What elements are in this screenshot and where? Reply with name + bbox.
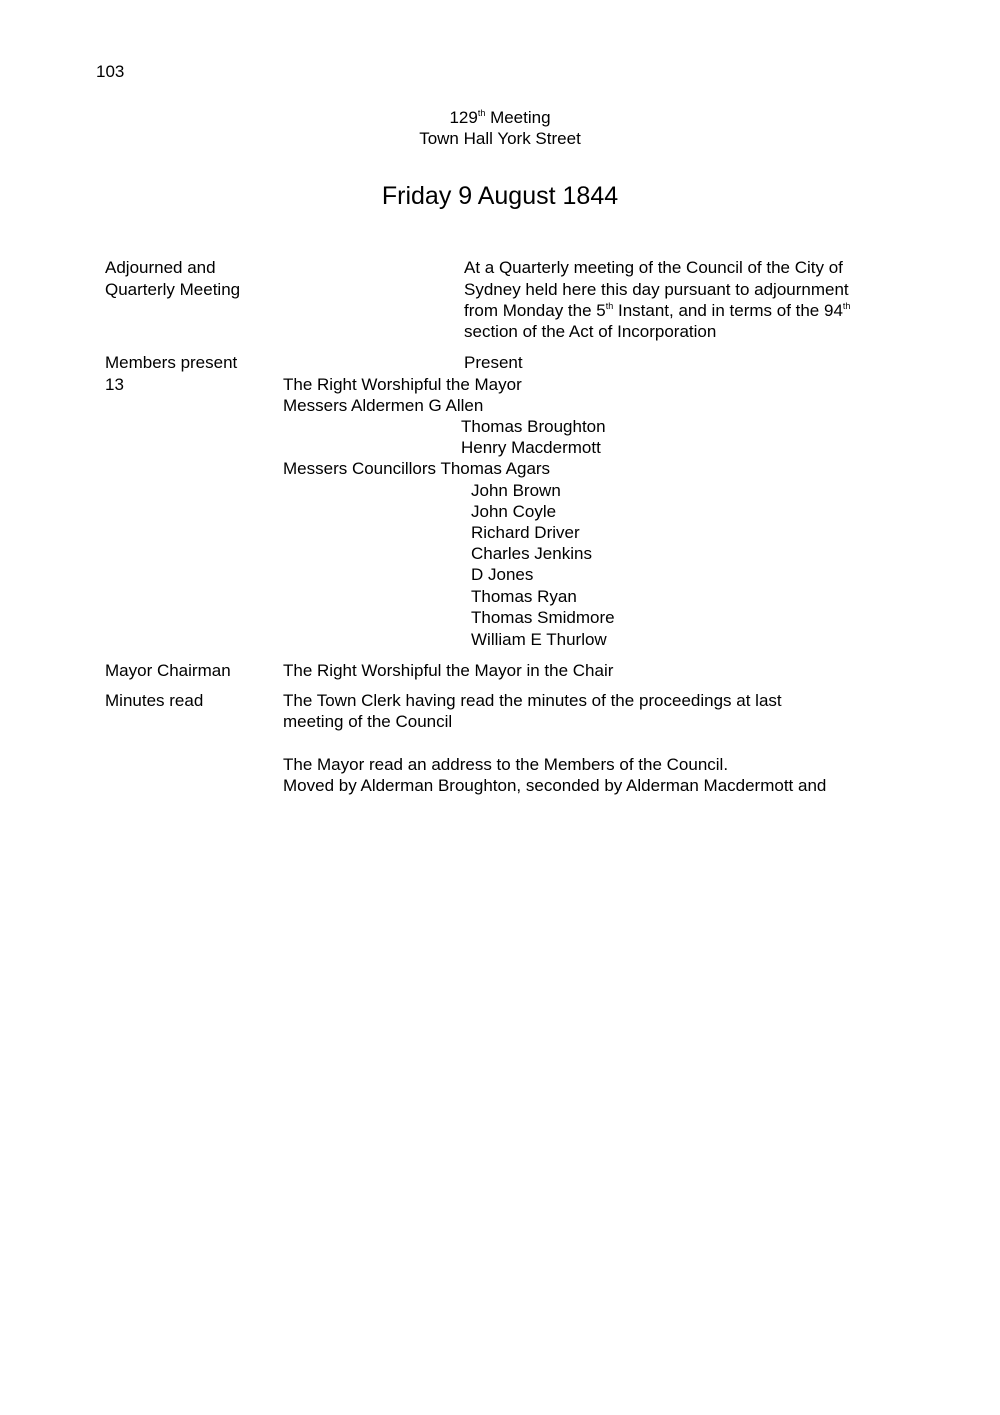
ordinal-suffix: th (842, 301, 851, 311)
adjourned-text-line: At a Quarterly meeting of the Council of the City of (464, 258, 843, 277)
minutes-text-line: meeting of the Council (283, 712, 453, 731)
meeting-date: Friday 9 August 1844 (381, 182, 619, 210)
councillor-name: Charles Jenkins (471, 544, 592, 563)
councillor-name: Richard Driver (471, 523, 580, 542)
alderman-name: Thomas Broughton (461, 417, 606, 436)
ordinal-suffix: th (605, 301, 614, 311)
meeting-label: Meeting (490, 108, 551, 127)
chair-text: The Right Worshipful the Mayor in the Chair (283, 661, 614, 680)
adjourned-text-line (464, 300, 850, 321)
margin-note-minutes-read: Minutes read (105, 691, 204, 710)
meeting-venue: Town Hall York Street (419, 129, 581, 148)
margin-note-members-count: 13 (105, 375, 124, 394)
adjourned-text-part: from Monday the 5 (464, 301, 606, 320)
margin-note-adjourned: Adjourned and (105, 258, 216, 277)
meeting-number-suffix: th (477, 108, 486, 118)
minutes-text-line: The Town Clerk having read the minutes of the proceedings at last (283, 691, 782, 710)
adjourned-text-line: section of the Act of Incorporation (464, 322, 717, 341)
aldermen-line: Messers Aldermen G Allen (283, 396, 484, 415)
present-heading: Present (464, 353, 523, 372)
meeting-number-value: 129 (449, 108, 478, 127)
councillor-name: Thomas Ryan (471, 587, 577, 606)
minutes-text-line: Moved by Alderman Broughton, seconded by Alderman Macdermott and (283, 776, 827, 795)
page-number: 103 (96, 62, 125, 81)
councillor-name: D Jones (471, 565, 534, 584)
minutes-text-line: The Mayor read an address to the Members of the Council. (283, 755, 729, 774)
meeting-number (0, 107, 1000, 128)
councillor-name: William E Thurlow (471, 630, 607, 649)
councillor-name: Thomas Smidmore (471, 608, 615, 627)
margin-note-quarterly: Quarterly Meeting (105, 280, 241, 299)
margin-note-mayor-chairman: Mayor Chairman (105, 661, 231, 680)
councillor-name: John Coyle (471, 502, 557, 521)
alderman-name: Henry Macdermott (461, 438, 601, 457)
councillor-name: John Brown (471, 481, 561, 500)
adjourned-text-line: Sydney held here this day pursuant to adjournment (464, 280, 849, 299)
councillors-line: Messers Councillors Thomas Agars (283, 459, 551, 478)
margin-note-members-present: Members present (105, 353, 238, 372)
adjourned-text-part: Instant, and in terms of the 94 (613, 301, 843, 320)
mayor-line: The Right Worshipful the Mayor (283, 375, 522, 394)
